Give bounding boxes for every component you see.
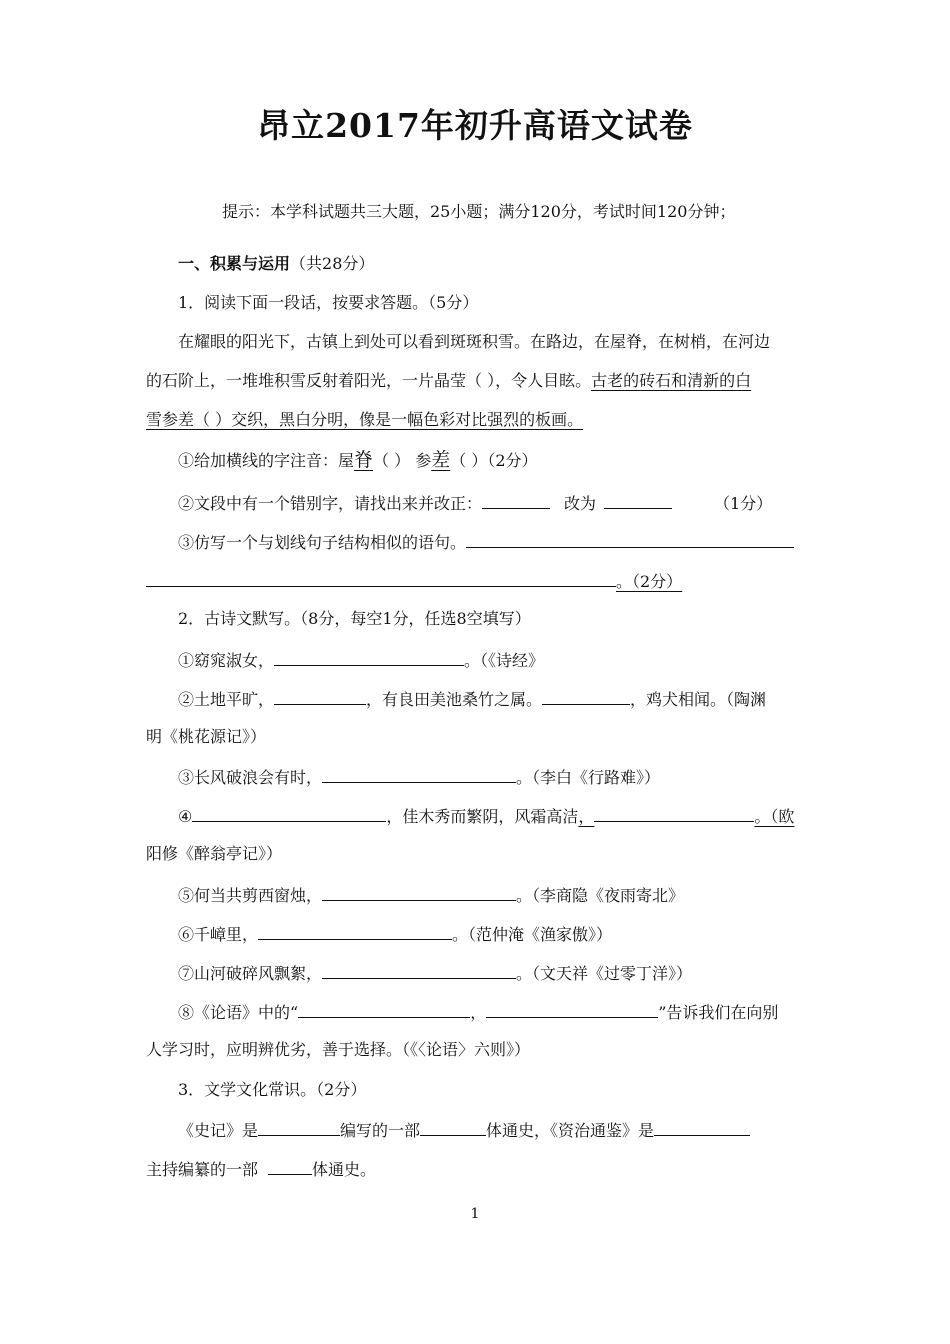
page-number: 1 xyxy=(470,1206,480,1222)
q1-passage-line-1: 在耀眼的阳光下，古镇上到处可以看到斑斑积雪。在路边，在屋脊，在树梢，在河边 xyxy=(178,332,771,351)
q1-sub-1 xyxy=(178,448,538,472)
sub-1-score: （ ）（2分） xyxy=(450,451,538,470)
q1-sub-3-continued xyxy=(146,568,682,592)
exam-hint: 提示：本学科试题共三大题，25小题；满分120分，考试时间120分钟； xyxy=(222,202,736,221)
sub-2-change-label: 改为 xyxy=(564,494,597,513)
poem-comma: ， xyxy=(470,1003,487,1022)
q1-passage-text: 的石阶上，一堆堆积雪反射着阳光，一片晶莹（ ），令人目眩。 xyxy=(146,371,592,390)
answer-blank[interactable] xyxy=(322,960,516,979)
q2-item-4-continued: 阳修《醉翁亭记》） xyxy=(146,844,283,863)
poem-text: ③长风破浪会有时， xyxy=(178,768,323,787)
section-1-heading xyxy=(178,252,374,276)
answer-blank[interactable] xyxy=(482,490,550,509)
marked-char-1: 脊 xyxy=(354,449,374,471)
q2-item-5 xyxy=(178,882,684,906)
sub-3-score: 。（2分） xyxy=(616,572,683,591)
poem-text: ，佳木秀而繁阴，风霜高洁 xyxy=(386,807,579,826)
q2-item-2 xyxy=(178,686,766,710)
sub-3-text: ③仿写一个与划线句子结构相似的语句。 xyxy=(178,533,467,552)
poem-source: 。（范仲淹《渔家傲》） xyxy=(452,925,613,944)
answer-blank[interactable] xyxy=(322,882,516,901)
sub-2-score: （1分） xyxy=(714,494,773,513)
answer-blank[interactable] xyxy=(420,1117,486,1136)
answer-blank[interactable] xyxy=(274,647,464,666)
q3-line-1 xyxy=(178,1117,750,1141)
answer-blank[interactable] xyxy=(594,803,754,822)
q3-text: 体通史。 xyxy=(312,1160,377,1179)
section-1-score: （共28分） xyxy=(290,254,375,273)
answer-blank[interactable] xyxy=(466,529,794,548)
sub-2-text: ②文段中有一个错别字，请找出来并改正： xyxy=(178,494,483,513)
answer-blank[interactable] xyxy=(192,803,386,822)
poem-source: 。（欧 xyxy=(754,807,795,826)
marked-char-2: 差 xyxy=(431,449,451,471)
answer-blank[interactable] xyxy=(542,686,630,705)
poem-source: ，鸡犬相闻。（陶渊 xyxy=(630,690,767,709)
poem-text: ⑦山河破碎风飘絮， xyxy=(178,964,323,983)
q2-item-3 xyxy=(178,764,660,788)
poem-text: ”告诉我们在向别 xyxy=(658,1003,779,1022)
q1-passage-line-2 xyxy=(146,369,751,393)
poem-source: 。（李白《行路难》） xyxy=(516,768,661,787)
answer-blank[interactable] xyxy=(274,686,366,705)
q3-text: 体通史，《资治通鉴》是 xyxy=(486,1121,655,1140)
q2-item-6 xyxy=(178,921,612,945)
q2-item-4 xyxy=(178,803,794,827)
q3-text: 《史记》是 xyxy=(178,1121,259,1140)
q2-item-1 xyxy=(178,647,544,671)
q3-text: 主持编纂的一部 xyxy=(146,1160,259,1179)
q1-sub-3 xyxy=(178,529,794,553)
poem-source: 。（李商隐《夜雨寄北》 xyxy=(516,886,685,905)
q1-passage-line-3: 雪参差（ ）交织，黑白分明，像是一幅色彩对比强烈的板画。 xyxy=(146,410,584,429)
poem-comma: ， xyxy=(578,807,595,826)
question-1-stem: 1．阅读下面一段话，按要求答题。（5分） xyxy=(178,293,479,312)
sub-1-text-2: （ ） 参 xyxy=(373,451,432,470)
answer-blank[interactable] xyxy=(322,764,516,783)
answer-blank[interactable] xyxy=(258,1117,340,1136)
question-2-stem: 2．古诗文默写。（8分，每空1分，任选8空填写） xyxy=(178,609,531,628)
q2-item-2-continued: 明《桃花源记》） xyxy=(146,727,267,746)
answer-blank[interactable] xyxy=(146,568,616,587)
poem-text: ，有良田美池桑竹之属。 xyxy=(366,690,543,709)
q3-text: 编写的一部 xyxy=(340,1121,421,1140)
page-title: 昂立2017年初升高语文试卷 xyxy=(257,106,693,145)
answer-blank[interactable] xyxy=(604,490,672,509)
poem-number: ④ xyxy=(178,807,193,826)
sub-1-text: ①给加横线的字注音：屋 xyxy=(178,451,355,470)
poem-text: ⑥千嶂里， xyxy=(178,925,259,944)
poem-text: ⑧《论语》中的“ xyxy=(178,1003,299,1022)
poem-text: ⑤何当共剪西窗烛， xyxy=(178,886,323,905)
poem-source: 。（文天祥《过零丁洋》） xyxy=(516,964,693,983)
answer-blank[interactable] xyxy=(486,999,658,1018)
poem-text: ②土地平旷， xyxy=(178,690,275,709)
q2-item-7 xyxy=(178,960,692,984)
q2-item-8 xyxy=(178,999,778,1023)
poem-source: 。（《诗经》 xyxy=(464,651,545,670)
answer-blank[interactable] xyxy=(298,999,470,1018)
q3-line-2 xyxy=(146,1156,376,1180)
answer-blank[interactable] xyxy=(258,921,452,940)
q2-item-8-continued: 人学习时，应明辨优劣，善于选择。（《〈论语〉六则》） xyxy=(146,1040,531,1059)
underlined-sentence: 古老的砖石和清新的白 xyxy=(591,371,752,390)
answer-blank[interactable] xyxy=(654,1117,750,1136)
q1-sub-2 xyxy=(178,490,772,514)
answer-blank[interactable] xyxy=(268,1156,312,1175)
section-1-title: 一、积累与运用 xyxy=(178,254,291,273)
poem-text: ①窈窕淑女， xyxy=(178,651,275,670)
question-3-stem: 3．文学文化常识。（2分） xyxy=(178,1080,367,1099)
